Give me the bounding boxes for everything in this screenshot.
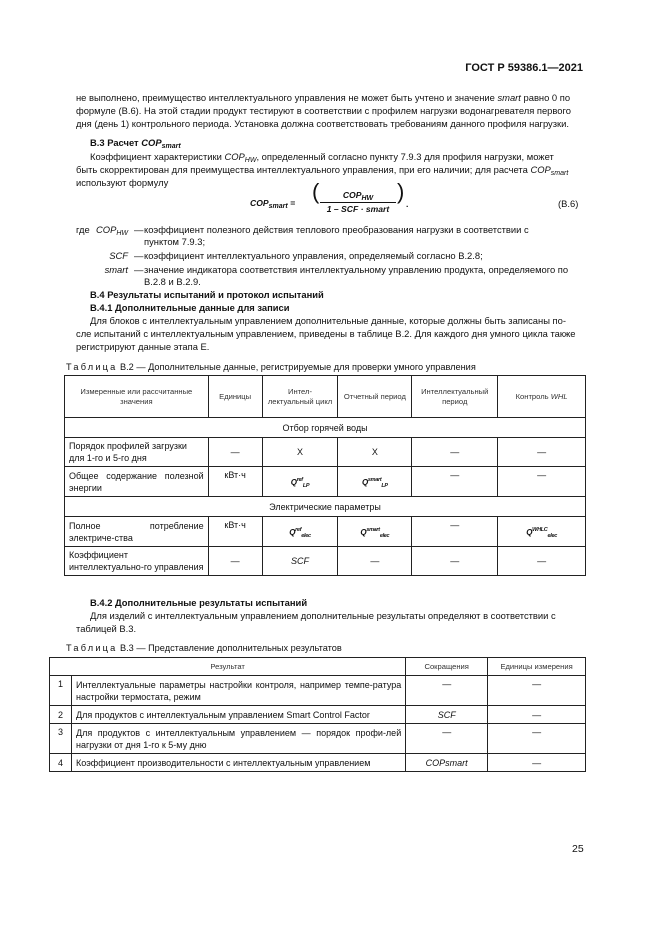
formula-number: (В.6) [558, 198, 579, 209]
b3-para-line-3: используют формулу [76, 177, 169, 188]
table-row: 3 Для продуктов с интеллектуальным управлением — порядок профи-лей нагрузки от дня 1-го к 5-му дню — — [50, 724, 586, 754]
table-b2-section-hot-water: Отбор горячей воды [65, 418, 586, 438]
table-b2-header [65, 376, 586, 418]
table-row: Общее содержание полезной энергии кВт·ч $Q^{ref}_{LP}$ $Q^{smart}_{LP}$ — — [65, 467, 586, 497]
section-b41-title: В.4.1 Дополнительные данные для записи [90, 302, 290, 313]
th-values: Измеренные или рассчитанные значения [65, 376, 209, 418]
table-b3 [49, 657, 586, 772]
def-term-smart: smart [104, 264, 128, 275]
def-text-cophw: коэффициент полезного действия теплового преобразования нагрузки в соответствии с [144, 224, 529, 235]
th-report-period: Отчетный период [338, 376, 412, 418]
table-b2-section-electric: Электрические параметры [65, 497, 586, 517]
table-row: 4 Коэффициент производительности с интеллектуальным управлением COPsmart — [50, 754, 586, 772]
table-b3-caption: Таблица В.3 — Представление дополнительных результатов [66, 643, 342, 653]
symbol-q-smart-lp: $Q^{smart}_{LP}$ [361, 477, 388, 489]
symbol-q-ref-lp: $Q^{ref}_{LP}$ [290, 477, 310, 489]
def-term-cophw: $COP_{HW}$ [96, 224, 128, 237]
symbol-q-smart-elec: $Q^{smart}_{elec}$ [360, 527, 390, 539]
table-row: Коэффициент интеллектуально-го управления — SCF — — — [65, 547, 586, 576]
table-row: 2 Для продуктов с интеллектуальным управлением Smart Control Factor SCF — [50, 706, 586, 724]
b3-para-line-1: Коэффициент характеристики $COP_{HW}$, определенный согласно пункту 7.9.3 для профиля нагрузки, может [90, 151, 554, 164]
table-b2-caption: Таблица В.2 — Дополнительные данные, регистрируемые для проверки умного управления [66, 362, 476, 372]
table-row: Полное потребление электриче-ства кВт·ч $Q^{ref}_{elec}$ $Q^{smart}_{elec}$ — $Q^{WHLC}_{elec}$ [65, 517, 586, 547]
document-id: ГОСТ Р 59386.1—2021 [465, 62, 583, 74]
th-abbreviation: Сокращения [406, 658, 488, 676]
b42-para-line-2: таблицей В.3. [76, 623, 137, 634]
intro-line-1: не выполнено, преимущество интеллектуального управления не может быть учтено и значение smart равно 0 по [76, 92, 571, 103]
section-b3-title: В.3 Расчет $COP_{smart}$ [90, 137, 181, 150]
intro-line-3: дня (день 1) контрольного периода. Установка должна соответствовать требованиям данного профиля нагрузки. [76, 118, 569, 129]
b4-para-line-2: сле испытаний с интеллектуальным управлением, приведены в таблице В.2. Для каждого дня умного цикла также [76, 328, 576, 339]
table-row: 1 Интеллектуальные параметры настройки контроля, например темпе-ратура настройки термостата, режим — — [50, 676, 586, 706]
def-text-scf: коэффициент интеллектуального управления, определяемый согласно В.2.8; [144, 250, 483, 261]
th-smart-period: Интеллектуальный период [412, 376, 498, 418]
section-b42-title: В.4.2 Дополнительные результаты испытаний [90, 597, 308, 608]
table-b2 [64, 375, 586, 576]
th-smart-cycle: Интел-лектуальный цикл [262, 376, 338, 418]
intro-line-2: формуле (В.6). На этой стадии продукт тестируют в соответствии с профилем нагрузки водонагревателя первого [76, 105, 571, 116]
formula-b6: $COP_{smart}$ = ( $COP_{HW}$ 1 – SCF · smart ) . [250, 179, 409, 214]
b4-para-line-1: Для блоков с интеллектуальным управлением дополнительные данные, которые должны быть записаны по- [90, 315, 566, 326]
b4-para-line-3: регистрируют данные этапа Е. [76, 341, 210, 352]
symbol-q-whlc-elec: $Q^{WHLC}_{elec}$ [526, 527, 557, 539]
def-text-smart: значение индикатора соответствия интеллектуальному управлению продукта, определяемого по [144, 264, 569, 275]
symbol-q-ref-elec: $Q^{ref}_{elec}$ [289, 527, 311, 539]
table-row: Порядок профилей загрузки для 1-го и 5-го дня — X X — — [65, 438, 586, 467]
th-units: Единицы измерения [488, 658, 586, 676]
th-units: Единицы [208, 376, 262, 418]
table-b3-header [50, 658, 586, 676]
th-result: Результат [50, 658, 406, 676]
b42-para-line-1: Для изделий с интеллектуальным управлением дополнительные результаты определяют в соответствии с [90, 610, 556, 621]
def-term-scf: SCF [109, 250, 128, 261]
section-b4-title: В.4 Результаты испытаний и протокол испытаний [90, 289, 324, 300]
where-label: где [76, 224, 90, 235]
th-control-whl: Контроль WHL [498, 376, 586, 418]
page-number: 25 [572, 843, 584, 855]
b3-para-line-2: быть скорректирован для преимущества интеллектуального управления, при его наличии; для расчета $COP_{smart}$ [76, 164, 569, 177]
definitions-list: где $COP_{HW}$ — коэффициент полезного действия теплового преобразования нагрузки в соответствии с пунктом 7.9.3; SCF — коэффициент интеллектуального управления, определяемый согласно В.2.8; smart — значение индикатора соответствия интеллектуальному управлению продукта, определяемого по В.2.8 и В.2.9. [76, 224, 585, 284]
